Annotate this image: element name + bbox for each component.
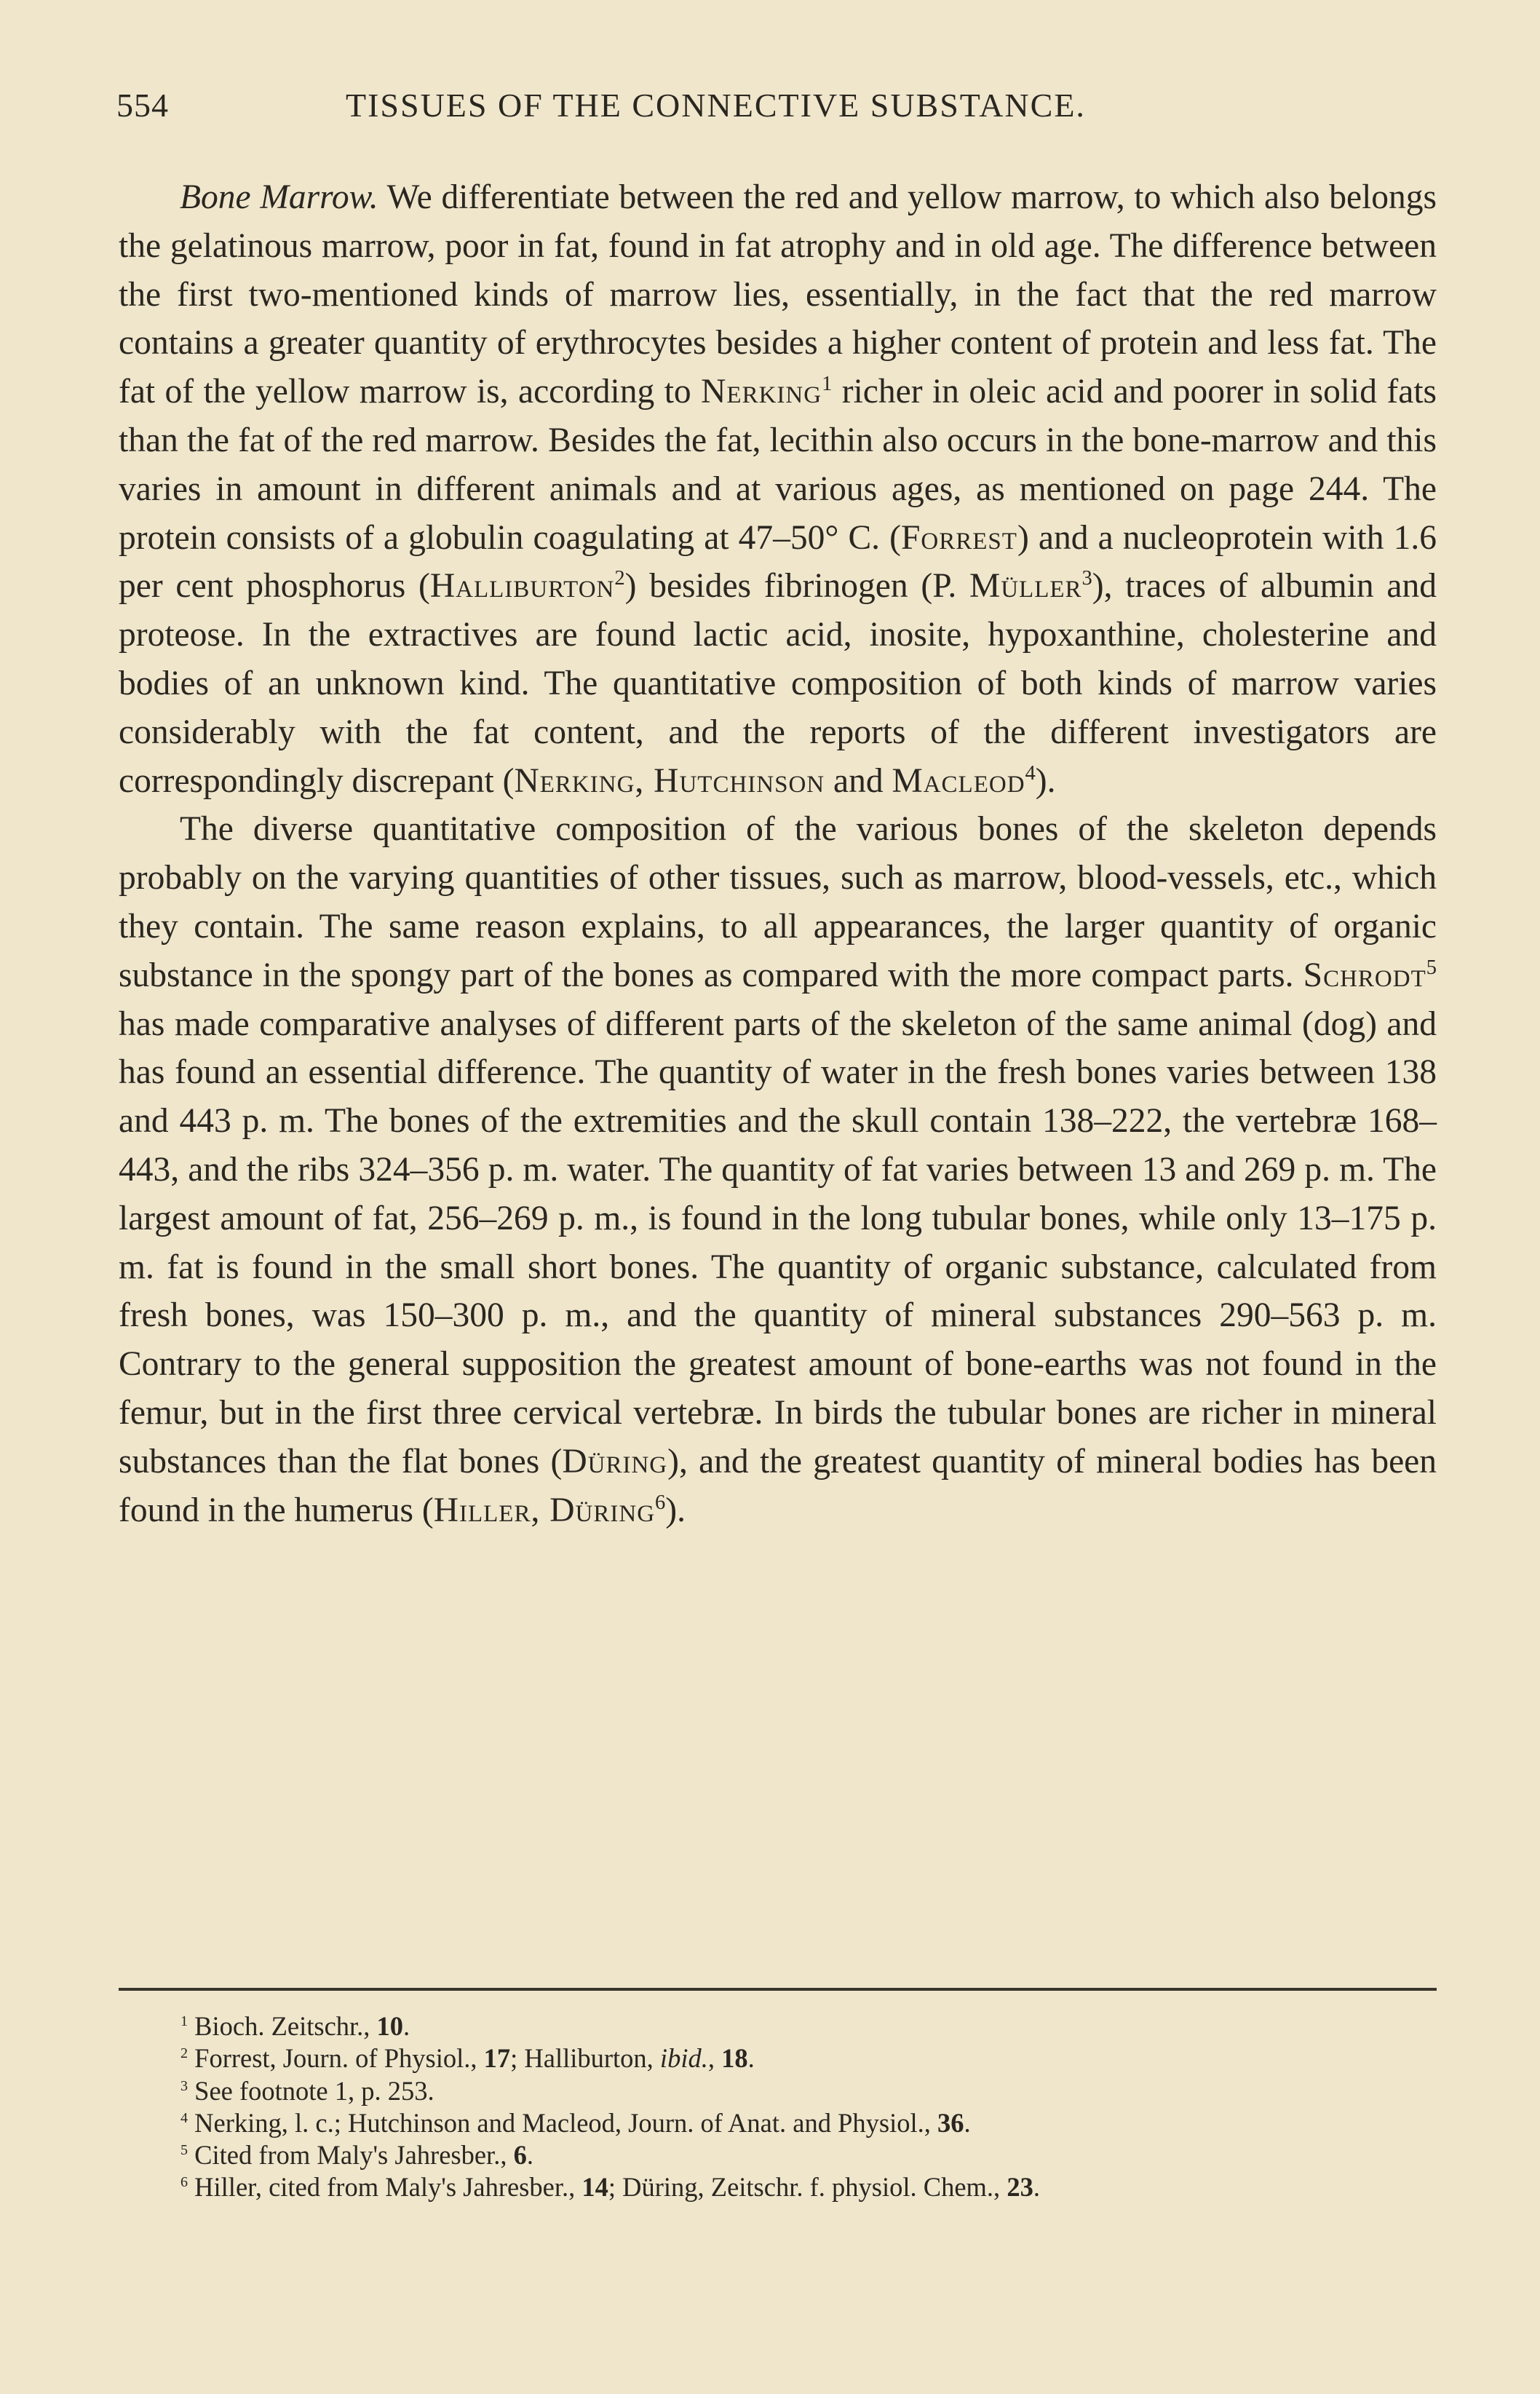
author-name: Forrest [901, 518, 1017, 557]
footnotes [180, 2010, 1447, 2204]
running-title: TISSUES OF THE CONNECTIVE SUBSTANCE. [346, 87, 1086, 124]
footnote: $^2$ Forrest, Journ. of Physiol., 17; Halliburton, ibid., 18. [180, 2043, 755, 2074]
footnote: $^5$ Cited from Maly's Jahresber., 6. [180, 2140, 533, 2171]
footnote: $^6$ Hiller, cited from Maly's Jahresber., 14; Düring, Zeitschr. f. physiol. Chem., 23. [180, 2172, 1040, 2203]
footnote-rule [119, 1988, 1437, 1991]
author-name: Nerking, Hutchinson [514, 761, 825, 800]
section-lead: Bone Marrow. [180, 178, 378, 216]
footnote-ref: 5 [1426, 956, 1437, 979]
footnote-ref: 4 [1025, 761, 1036, 785]
author-name: Düring [562, 1442, 668, 1481]
author-name: Schrodt [1303, 956, 1426, 994]
author-name: Macleod [892, 761, 1025, 800]
footnote: $^3$ See footnote 1, p. 253. [180, 2075, 434, 2106]
footnote-ref: 2 [614, 567, 625, 590]
paragraph-bone-composition: The diverse quantitative composition of the various bones of the skeleton depends probably on the varying quantities of other tissues, such as marrow, blood-vessels, etc., which they contain. The same reason explains, to all appearances, the larger quantity of organic substance in the spongy part of the bones as compared with the more compact parts. Schrodt$^5$ has made comparative analyses of different parts of the skeleton of the same animal (dog) and has found an essential difference. The quantity of water in the fresh bones varies between 138 and 443 p. m. The bones of the extremities and the skull contain 138–222, the vertebræ 168–443, and the ribs 324–356 p. m. water. The quantity of fat varies between 13 and 269 p. m. The largest amount of fat, 256–269 p. m., is found in the long tubular bones, while only 13–175 p. m. fat is found in the small short bones. The quantity of organic substance, calculated from fresh bones, was 150–300 p. m., and the quantity of mineral substances 290–563 p. m. Contrary to the general supposition the greatest amount of bone-earths was not found in the femur, but in the first three cervical vertebræ. In birds the tubular bones are richer in mineral substances than the flat bones (Düring), and the greatest quantity of mineral bodies has been found in the humerus (Hiller, Düring$^6$). [119, 810, 1437, 1529]
body-text [119, 173, 1437, 1534]
page-number: 554 [116, 87, 169, 124]
footnote: $^4$ Nerking, l. c.; Hutchinson and Macleod, Journ. of Anat. and Physiol., 36. [180, 2107, 971, 2138]
footnote-ref: 1 [822, 373, 833, 396]
author-name: Halliburton [429, 567, 615, 606]
footnote-ref: 6 [655, 1491, 666, 1514]
page-header [116, 86, 1441, 130]
footnote: $^1$ Bioch. Zeitschr., 10. [180, 2011, 410, 2041]
footnote-ref: 3 [1081, 567, 1092, 590]
author-name: Nerking [701, 373, 822, 411]
author-name: Müller [969, 567, 1082, 606]
author-name: Hiller, Düring [433, 1491, 656, 1529]
paragraph-bone-marrow: Bone Marrow. We differentiate between the red and yellow marrow, to which also belongs the gelatinous marrow, poor in fat, found in fat atrophy and in old age. The difference between the first two-mentioned kinds of marrow lies, essentially, in the fact that the red marrow contains a greater quantity of erythrocytes besides a higher content of protein and less fat. The fat of the yellow marrow is, according to Nerking$^1$ richer in oleic acid and poorer in solid fats than the fat of the red marrow. Besides the fat, lecithin also occurs in the bone-marrow and this varies in amount in different animals and at various ages, as mentioned on page 244. The protein consists of a globulin coagulating at 47–50° C. (Forrest) and a nucleoprotein with 1.6 per cent phosphorus (Halliburton$^2$) besides fibrinogen (P. Müller$^3$), traces of albumin and proteose. In the extractives are found lactic acid, inosite, hypoxanthine, cholesterine and bodies of an unknown kind. The quantitative composition of both kinds of marrow varies considerably with the fat content, and the reports of the different investigators are correspondingly discrepant (Nerking, Hutchinson and Macleod$^4$). [119, 178, 1437, 800]
